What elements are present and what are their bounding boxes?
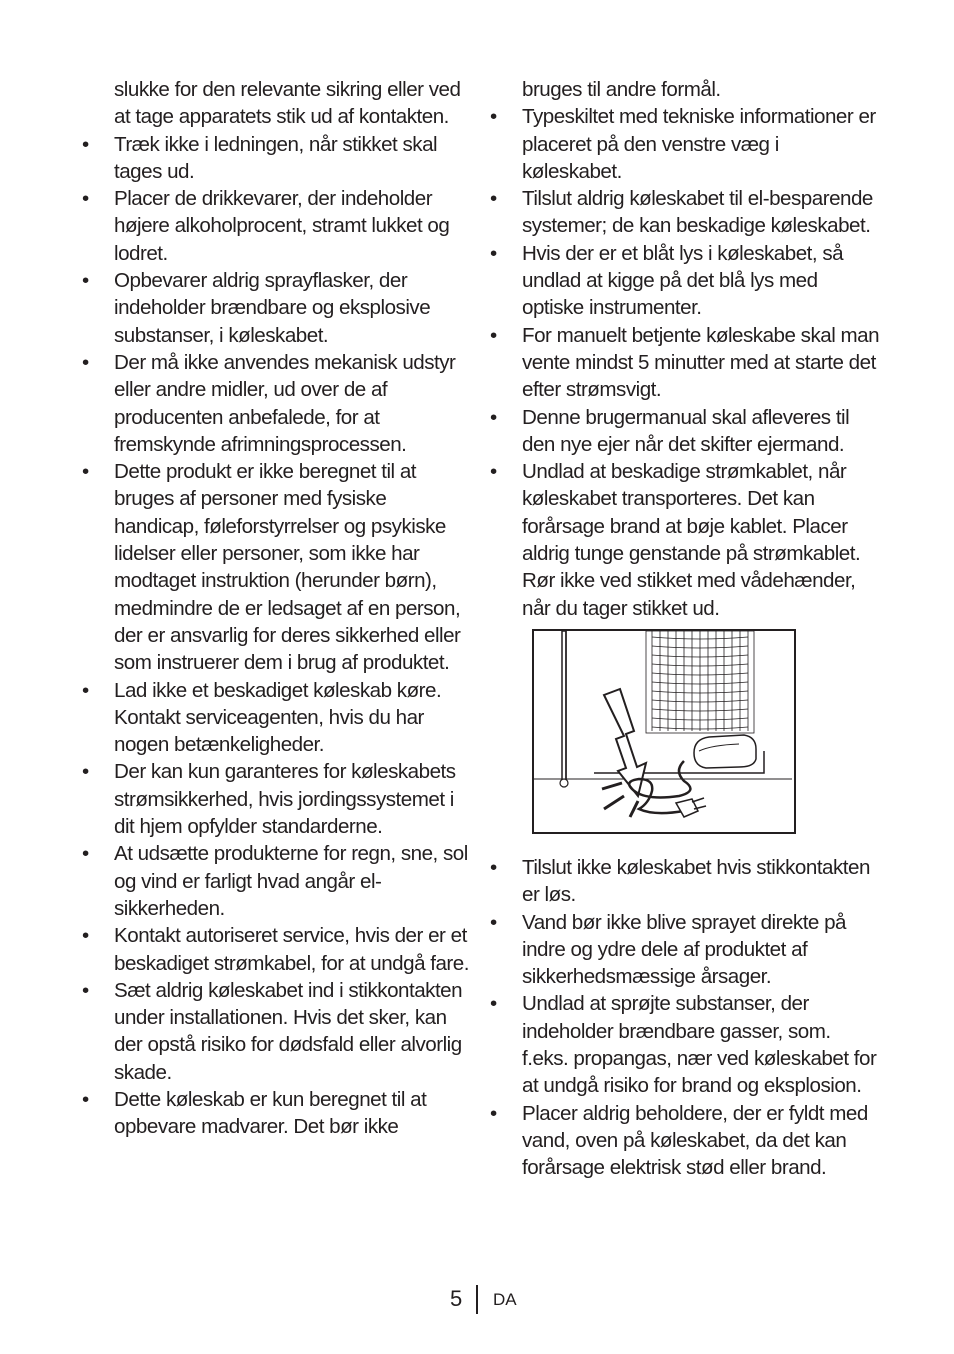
bullet-item (82, 922, 474, 977)
bullet-text: Lad ikke et beskadiget køleskab køre. Kontakt serviceagenten, hvis du har nogen betænkeligheder. (114, 678, 442, 757)
bullet-item (82, 977, 474, 1086)
bullet-item (490, 854, 882, 909)
bullet-item (490, 1100, 882, 1182)
bullet-text: Dette køleskab er kun beregnet til at opbevare madvarer. Det bør ikke (114, 1087, 427, 1139)
bullet-icon: • (490, 1101, 497, 1125)
page-footer (0, 1286, 954, 1316)
bullet-icon: • (490, 992, 497, 1016)
bullet-text: For manuelt betjente køleskabe skal man vente mindst 5 minutter med at starte det efter strømsvigt. (522, 323, 880, 402)
bullet-icon: • (490, 105, 497, 129)
bullet-item (82, 185, 474, 267)
bullet-text: Typeskiltet med tekniske informationer er placeret på den venstre væg i køleskabet. (522, 105, 876, 183)
bullet-text: Tilslut aldrig køleskabet til el-besparende systemer; de kan beskadige køleskabet. (522, 187, 873, 238)
bullet-item (82, 840, 474, 922)
bullet-item (82, 677, 474, 759)
bullet-icon: • (82, 350, 89, 374)
bullet-text: Tilslut ikke køleskabet hvis stikkontakten er løs. (522, 855, 870, 907)
bullet-item (490, 103, 882, 185)
bullet-icon: • (490, 241, 497, 265)
bullet-icon: • (490, 855, 497, 879)
bullet-icon: • (82, 132, 89, 156)
bullet-icon: • (490, 460, 497, 484)
bullet-item (490, 240, 882, 322)
bullet-item (490, 404, 882, 459)
bullet-item (490, 458, 882, 622)
bullet-text: Dette produkt er ikke beregnet til at bruges af personer med fysiske handicap, føleforstyrrelser og psykiske lidelser eller personer, som ikke har modtaget instruktion (herunder børn), medmindre de er ledsaget af en person, der er ansvarlig for deres sikkerhed eller som instruerer dem i brug af produktet. (114, 460, 461, 675)
bullet-text: Der må ikke anvendes mekanisk udstyr eller andre midler, ud over de af producenten anbefalede, for at fremskynde afrimningsprocessen. (114, 350, 456, 456)
bullet-icon: • (82, 460, 89, 484)
page-number: 5 (450, 1286, 463, 1311)
bullet-text: Hvis der er et blåt lys i køleskabet, så undlad at kigge på det blå lys med optiske instrumenter. (522, 241, 844, 320)
bullet-icon: • (490, 187, 497, 211)
bullet-text: Sæt aldrig køleskabet ind i stikkontakten under installationen. Hvis det sker, kan der opstå risiko for dødsfald eller alvorlig skade. (114, 978, 463, 1084)
bullet-text: Denne brugermanual skal afleveres til den nye ejer når det skifter ejermand. (522, 405, 850, 456)
fridge-cable-warning-icon (534, 631, 794, 832)
bullet-icon: • (82, 269, 89, 293)
bullet-icon: • (82, 678, 89, 702)
bullet-item (82, 1086, 474, 1141)
bullet-icon: • (82, 760, 89, 784)
language-code: DA (493, 1290, 517, 1309)
bullet-icon: • (490, 323, 497, 347)
continuation-text: slukke for den relevante sikring eller ved at tage apparatets stik ud af kontakten. (114, 78, 461, 129)
bullet-icon: • (490, 910, 497, 934)
bullet-item (82, 758, 474, 840)
bullet-text: Træk ikke i ledningen, når stikket skal tages ud. (114, 132, 438, 183)
continuation-text: bruges til andre formål. (522, 78, 721, 101)
bullet-icon: • (82, 978, 89, 1002)
bullet-text: Opbevarer aldrig sprayflasker, der indeholder brændbare og eksplosive substanser, i køleskabet. (114, 269, 431, 347)
bullet-text: Kontakt autoriseret service, hvis der er et beskadiget strømkabel, for at undgå fare. (114, 924, 469, 975)
bullet-item (82, 458, 474, 676)
right-column (490, 76, 882, 1182)
bullet-text: At udsætte produkterne for regn, sne, sol og vind er farligt hvad angår el-sikkerheden. (114, 842, 468, 920)
bullet-text: Der kan kun garanteres for køleskabets strømsikkerhed, hvis jordingssystemet i dit hjem opfylder standarderne. (114, 760, 456, 839)
left-bullet-list (82, 131, 474, 1141)
bullet-icon: • (82, 842, 89, 866)
right-bullet-list-top (490, 103, 882, 622)
bullet-text: Undlad at sprøjte substanser, der indeholder brændbare gasser, som. f.eks. propangas, nær ved køleskabet for at undgå risiko for brand og eksplosion. (522, 992, 877, 1098)
bullet-icon: • (82, 1087, 89, 1111)
bullet-item (490, 990, 882, 1099)
bullet-item (490, 909, 882, 991)
bullet-icon: • (490, 405, 497, 429)
bullet-text: Placer de drikkevarer, der indeholder højere alkoholprocent, stramt lukket og lodret. (114, 187, 450, 265)
bullet-item (82, 267, 474, 349)
bullet-item (82, 349, 474, 458)
bullet-text: Vand bør ikke blive sprayet direkte på indre og ydre dele af produktet af sikkerhedsmæssige årsager. (522, 910, 847, 989)
bullet-icon: • (82, 924, 89, 948)
bullet-item (82, 131, 474, 186)
power-cable-illustration (532, 629, 796, 834)
bullet-item (490, 322, 882, 404)
bullet-item (490, 185, 882, 240)
right-bullet-list-bottom (490, 854, 882, 1182)
footer-divider (476, 1285, 478, 1314)
bullet-text: Undlad at beskadige strømkablet, når køleskabet transporteres. Det kan forårsage brand at bøje kablet. Placer aldrig tunge genstande på strømkablet. Rør ikke ved stikket med vådehænder, når du tager stikket ud. (522, 460, 861, 620)
bullet-icon: • (82, 187, 89, 211)
left-column (82, 76, 474, 1141)
bullet-text: Placer aldrig beholdere, der er fyldt med vand, oven på køleskabet, da det kan forårsage elektrisk stød eller brand. (522, 1101, 868, 1180)
